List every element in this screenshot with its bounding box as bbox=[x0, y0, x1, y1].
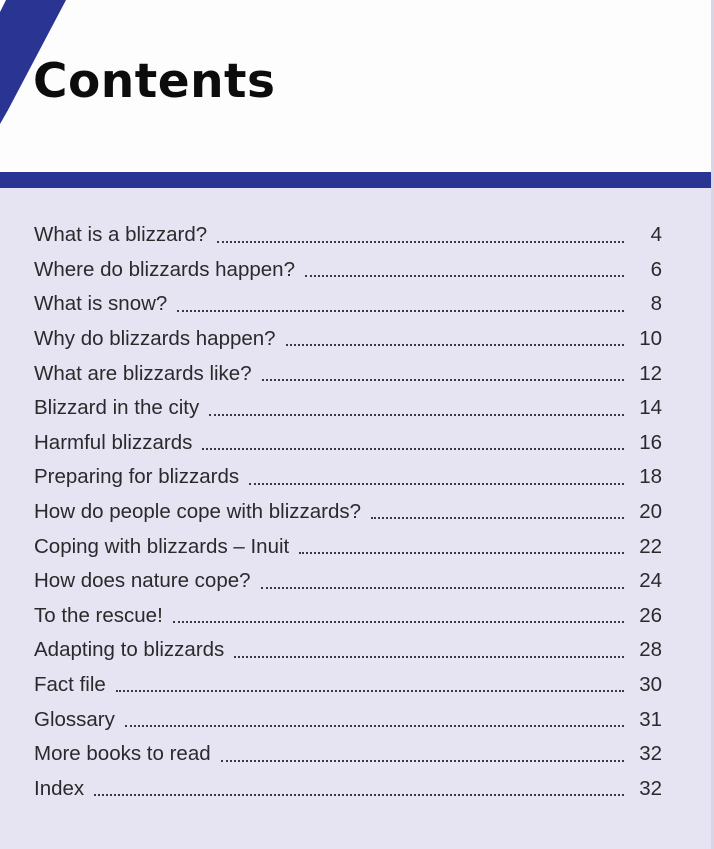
toc-entry-label: How does nature cope? bbox=[34, 569, 251, 593]
toc-entry[interactable] bbox=[0, 218, 714, 253]
toc-entry[interactable] bbox=[0, 599, 714, 634]
toc-dot-leader bbox=[94, 791, 624, 796]
toc-entry-label: Where do blizzards happen? bbox=[34, 257, 295, 281]
toc-entry-label: To the rescue! bbox=[34, 603, 163, 627]
toc-entry-page: 26 bbox=[639, 603, 662, 627]
toc-dot-leader bbox=[305, 272, 624, 277]
toc-entry-page: 8 bbox=[650, 292, 662, 316]
toc-dot-leader bbox=[286, 341, 624, 346]
toc-entry[interactable] bbox=[0, 287, 714, 322]
toc-entry-page: 4 bbox=[650, 223, 662, 247]
toc-entry-page: 12 bbox=[639, 361, 662, 385]
toc-dot-leader bbox=[261, 584, 624, 589]
toc-entry[interactable] bbox=[0, 702, 714, 737]
toc-entry-page: 22 bbox=[639, 534, 662, 558]
header-area bbox=[0, 0, 714, 172]
toc-dot-leader bbox=[221, 757, 624, 762]
toc-entry[interactable] bbox=[0, 737, 714, 772]
toc-dot-leader bbox=[209, 411, 624, 416]
toc-dot-leader bbox=[249, 480, 624, 485]
toc-entry-label: Preparing for blizzards bbox=[34, 465, 240, 489]
toc-entry-page: 10 bbox=[639, 327, 662, 351]
toc-entry[interactable] bbox=[0, 564, 714, 599]
toc-entry-page: 32 bbox=[639, 776, 662, 800]
toc-entry-label: Index bbox=[34, 776, 85, 800]
toc-entry[interactable] bbox=[0, 495, 714, 530]
toc-entry-label: Fact file bbox=[34, 673, 106, 697]
toc-entry-label: What is a blizzard? bbox=[34, 223, 208, 247]
toc-list bbox=[0, 218, 714, 806]
toc-entry-page: 18 bbox=[639, 465, 662, 489]
toc-entry-page: 32 bbox=[639, 742, 662, 766]
toc-entry-page: 24 bbox=[639, 569, 662, 593]
toc-entry[interactable] bbox=[0, 391, 714, 426]
toc-entry-page: 30 bbox=[639, 673, 662, 697]
toc-entry-label: How do people cope with blizzards? bbox=[34, 500, 362, 524]
toc-entry-page: 28 bbox=[639, 638, 662, 662]
toc-entry-label: Adapting to blizzards bbox=[34, 638, 225, 662]
toc-entry[interactable] bbox=[0, 356, 714, 391]
toc-dot-leader bbox=[116, 687, 624, 692]
toc-entry-page: 6 bbox=[650, 257, 662, 281]
toc-dot-leader bbox=[262, 376, 624, 381]
toc-entry-label: What is snow? bbox=[34, 292, 168, 316]
toc-entry[interactable] bbox=[0, 668, 714, 703]
toc-entry[interactable] bbox=[0, 529, 714, 564]
toc-entry-page: 31 bbox=[639, 707, 662, 731]
toc-entry[interactable] bbox=[0, 322, 714, 357]
toc-entry-label: Why do blizzards happen? bbox=[34, 327, 276, 351]
toc-entry-page: 20 bbox=[639, 500, 662, 524]
toc-entry-page: 16 bbox=[639, 430, 662, 454]
toc-entry[interactable] bbox=[0, 772, 714, 807]
page-title: Contents bbox=[33, 54, 276, 109]
toc-entry-page: 14 bbox=[639, 396, 662, 420]
toc-entry[interactable] bbox=[0, 253, 714, 288]
toc-entry-label: What are blizzards like? bbox=[34, 361, 252, 385]
toc-entry[interactable] bbox=[0, 460, 714, 495]
toc-entry-label: Coping with blizzards – Inuit bbox=[34, 534, 290, 558]
toc-entry-label: More books to read bbox=[34, 742, 211, 766]
toc-entry-label: Blizzard in the city bbox=[34, 396, 200, 420]
accent-band bbox=[0, 172, 714, 188]
toc-dot-leader bbox=[177, 307, 624, 312]
toc-entry[interactable] bbox=[0, 426, 714, 461]
toc-entry-label: Glossary bbox=[34, 707, 115, 731]
toc-dot-leader bbox=[217, 238, 624, 243]
toc-dot-leader bbox=[371, 514, 624, 519]
toc-entry[interactable] bbox=[0, 633, 714, 668]
toc-dot-leader bbox=[299, 549, 624, 554]
toc-dot-leader bbox=[234, 653, 624, 658]
toc-dot-leader bbox=[125, 722, 624, 727]
toc-dot-leader bbox=[202, 445, 624, 450]
toc-dot-leader bbox=[173, 618, 624, 623]
toc-entry-label: Harmful blizzards bbox=[34, 430, 193, 454]
